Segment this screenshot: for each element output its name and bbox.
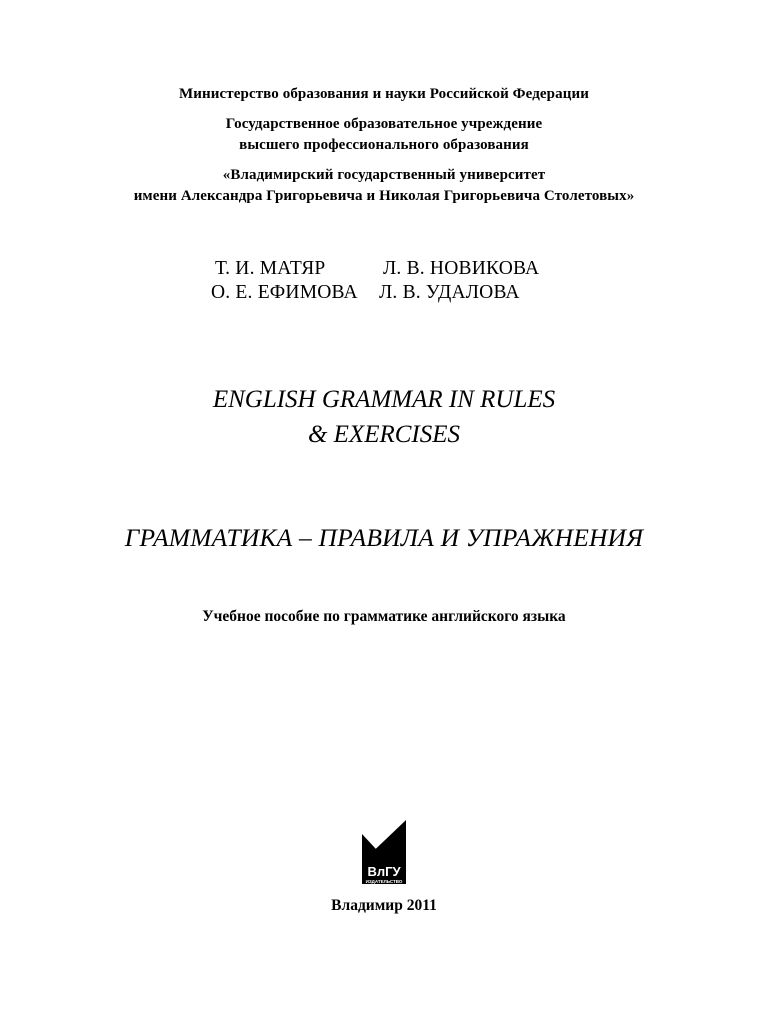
university-line-1: «Владимирский государственный университет bbox=[222, 167, 546, 183]
author-4: Л. В. УДАЛОВА bbox=[379, 282, 520, 303]
title-russian: ГРАММАТИКА – ПРАВИЛА И УПРАЖНЕНИЯ bbox=[124, 523, 644, 552]
logo-sub-text: ИЗДАТЕЛЬСТВО bbox=[365, 879, 403, 884]
subtitle: Учебное пособие по грамматике английского языка bbox=[202, 608, 566, 625]
institution-line-1: Государственное образовательное учреждение bbox=[225, 116, 543, 132]
author-3: О. Е. ЕФИМОВА bbox=[211, 282, 358, 303]
title-english-line-2: & EXERCISES bbox=[307, 421, 461, 448]
university-line-2: имени Александра Григорьевича и Николая Григорьевича Столетовых» bbox=[133, 188, 635, 204]
publisher-logo bbox=[362, 812, 408, 886]
city-year: Владимир 2011 bbox=[331, 897, 437, 914]
ministry-line: Министерство образования и науки Российской Федерации bbox=[179, 86, 589, 102]
title-english-line-1: ENGLISH GRAMMAR IN RULES bbox=[212, 386, 556, 413]
author-1: Т. И. МАТЯР bbox=[215, 258, 326, 279]
institution-line-2: высшего профессионального образования bbox=[239, 137, 529, 153]
author-2: Л. В. НОВИКОВА bbox=[383, 258, 540, 279]
logo-main-text: ВлГУ bbox=[367, 864, 401, 879]
